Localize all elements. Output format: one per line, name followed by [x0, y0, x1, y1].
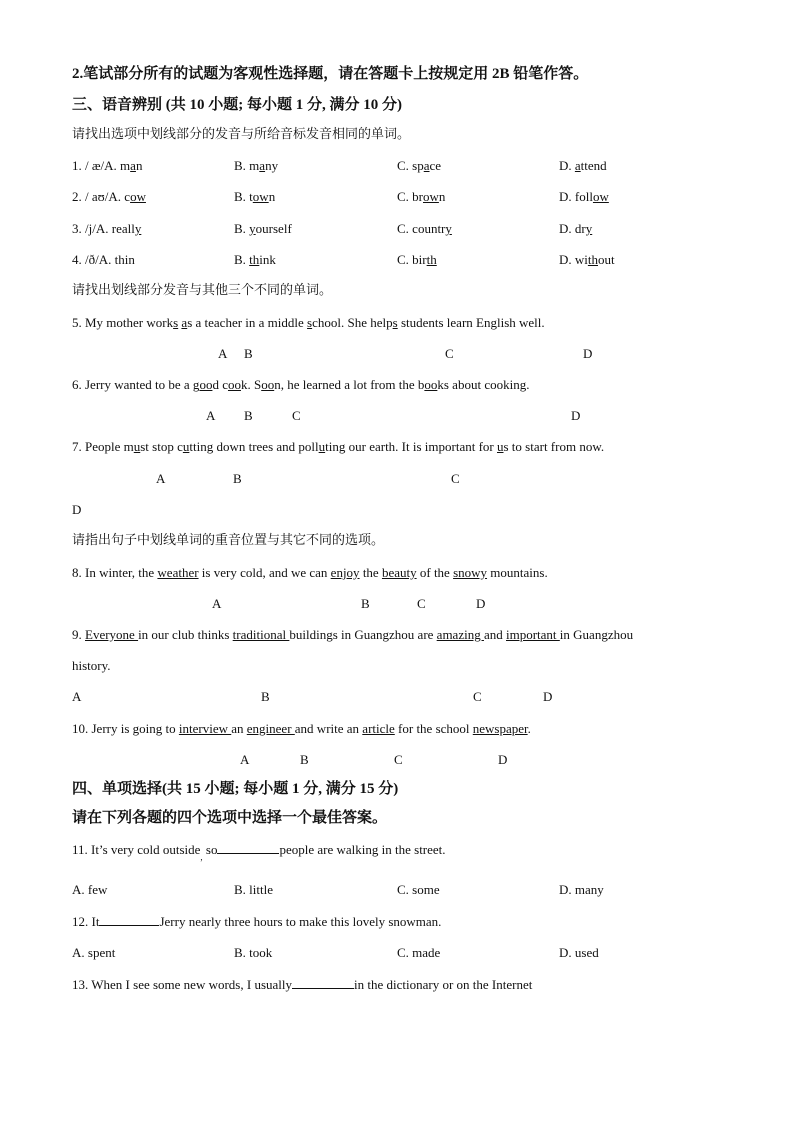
instruction-3: 请指出句子中划线单词的重音位置与其它不同的选项。	[72, 533, 385, 548]
section-4-instruction: 请在下列各题的四个选项中选择一个最佳答案。	[72, 810, 388, 826]
q5-marker-b: B	[244, 346, 253, 361]
question-13: 13. When I see some new words, I usually in the dictionary or on the Internet	[72, 977, 533, 992]
q11-option-c: C. some	[397, 882, 440, 897]
q7-marker-b: B	[233, 471, 242, 486]
q3-option-a: 3. /j/A. really	[72, 221, 142, 236]
q7-marker-d: D	[72, 502, 82, 517]
q10-marker-a: A	[240, 752, 250, 767]
question-10: 10. Jerry is going to interview an engineer and write an article for the school newspaper.	[72, 721, 531, 736]
q4-option-b: B. think	[234, 252, 276, 267]
q2-option-a: 2. / aʊ/A. cow	[72, 189, 146, 204]
q1-option-b: B. many	[234, 158, 279, 173]
q9-marker-d: D	[543, 689, 553, 704]
q2-option-d: D. follow	[559, 189, 609, 204]
q12-option-d: D. used	[559, 945, 599, 960]
question-5: 5. My mother works as a teacher in a middle school. She helps students learn English well.	[72, 315, 545, 330]
q9-marker-b: B	[261, 689, 270, 704]
q11-blank	[217, 841, 279, 854]
q11-option-a: A. few	[72, 882, 108, 897]
q8-marker-c: C	[417, 596, 426, 611]
section-3-title: 三、语音辨别 (共 10 小题; 每小题 1 分, 满分 10 分)	[72, 97, 402, 113]
q12-blank	[99, 913, 159, 926]
question-6: 6. Jerry wanted to be a good cook. Soon, he learned a lot from the books about cooking.	[72, 377, 530, 392]
q9-marker-c: C	[473, 689, 482, 704]
q11-option-b: B. little	[234, 882, 273, 897]
q11-option-d: D. many	[559, 882, 604, 897]
question-8: 8. In winter, the weather is very cold, and we can enjoy the beauty of the snowy mountains.	[72, 565, 548, 580]
q10-marker-c: C	[394, 752, 403, 767]
q12-option-c: C. made	[397, 945, 441, 960]
q1-option-a: 1. / æ/A. man	[72, 158, 143, 173]
q10-marker-b: B	[300, 752, 309, 767]
question-12: 12. It Jerry nearly three hours to make this lovely snowman.	[72, 914, 442, 929]
question-11: 11. It’s very cold outside$_,$ so people are walking in the street.	[72, 842, 446, 862]
q12-option-a: A. spent	[72, 945, 116, 960]
q4-option-a: 4. /ð/A. thin	[72, 252, 135, 267]
q13-blank	[292, 976, 354, 989]
q2-option-b: B. town	[234, 189, 276, 204]
q5-marker-d: D	[583, 346, 593, 361]
q3-option-b: B. yourself	[234, 221, 292, 236]
question-9: 9. Everyone in our club thinks traditional buildings in Guangzhou are amazing and important in Guangzhou	[72, 627, 634, 642]
q1-option-d: D. attend	[559, 158, 607, 173]
q6-marker-b: B	[244, 408, 253, 423]
q6-marker-c: C	[292, 408, 301, 423]
q4-option-c: C. birth	[397, 252, 437, 267]
q10-marker-d: D	[498, 752, 508, 767]
question-9-cont: history.	[72, 658, 111, 673]
q7-marker-c: C	[451, 471, 460, 486]
q6-marker-d: D	[571, 408, 581, 423]
q12-option-b: B. took	[234, 945, 273, 960]
q8-marker-a: A	[212, 596, 222, 611]
q5-marker-a: A	[218, 346, 228, 361]
instruction-1: 请找出选项中划线部分的发音与所给音标发音相同的单词。	[72, 127, 411, 142]
q7-marker-a: A	[156, 471, 166, 486]
instruction-2: 请找出划线部分发音与其他三个不同的单词。	[72, 283, 333, 298]
q8-marker-b: B	[361, 596, 370, 611]
q2-option-c: C. brown	[397, 189, 446, 204]
note-2b-pencil: 2.笔试部分所有的试题为客观性选择题，请在答题卡上按规定用 2B 铅笔作答。	[72, 66, 589, 82]
q8-marker-d: D	[476, 596, 486, 611]
q1-option-c: C. space	[397, 158, 442, 173]
q4-option-d: D. without	[559, 252, 615, 267]
q3-option-d: D. dry	[559, 221, 593, 236]
section-4-title: 四、单项选择(共 15 小题; 每小题 1 分, 满分 15 分)	[72, 781, 399, 797]
question-7: 7. People must stop cutting down trees and polluting our earth. It is important for us to start from now.	[72, 439, 605, 454]
q6-marker-a: A	[206, 408, 216, 423]
q9-marker-a: A	[72, 689, 82, 704]
q3-option-c: C. country	[397, 221, 452, 236]
q5-marker-c: C	[445, 346, 454, 361]
